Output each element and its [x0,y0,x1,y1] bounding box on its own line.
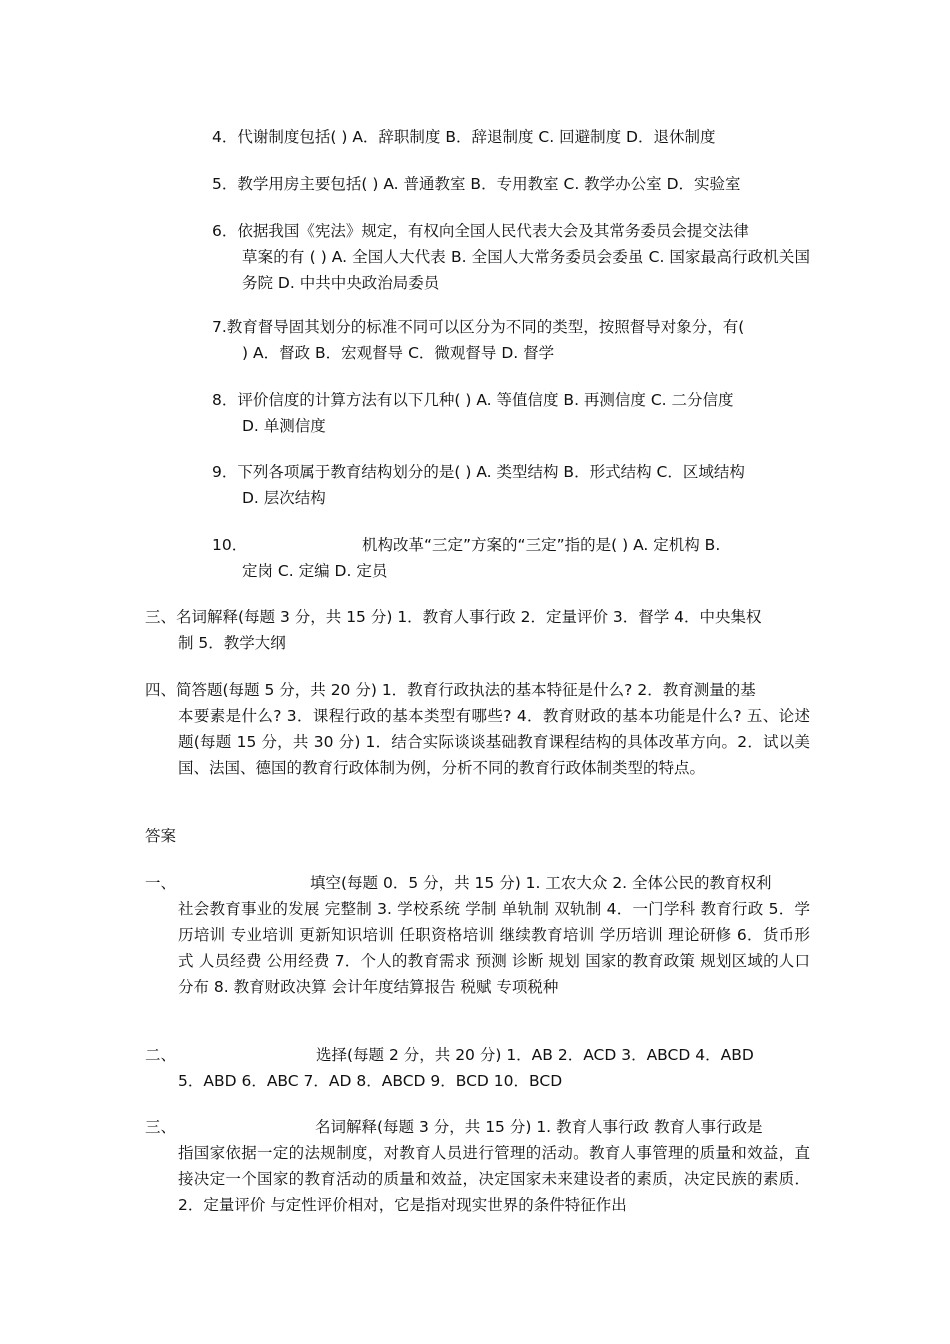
answer-heading: 答案 [145,827,177,845]
section-short-answer [145,677,810,781]
section-terms-continued: 制 5．教学大纲 [178,634,286,652]
question-number: 6． [212,222,238,240]
question-number: 8． [212,391,238,409]
answer-terms-line [145,1114,810,1140]
question-text: 下列各项属于教育结构划分的是( ) A. 类型结构 B．形式结构 C．区域结构 [237,463,745,481]
question-text-continued: 草案的有 ( ) A. 全国人大代表 B. 全国人大常务委员会委虽 C. 国家最高行政机关国务院 D. 中共中央政治局委员 [242,248,810,292]
question-9-line [212,459,810,485]
answer-text: 选择(每题 2 分，共 20 分) 1．AB 2．ACD 3．ABCD 4．ABD [316,1046,754,1064]
answer-text-continued: 社会教育事业的发展 完整制 3. 学校系统 学制 单轨制 双轨制 4．一门学科 教育行政 5．学历培训 专业培训 更新知识培训 任职资格培训 继续教育培训 学历培训 理论研修 6．货币形式 人员经费 公用经费 7．个人的教育需求 预测 诊断 规划 国家的教育政策 规划区域的人口分布 8. 教育财政决算 会计年度结算报告 税赋 专项税种 [178,900,810,996]
question-text-continued: D. 单测信度 [242,417,326,435]
question-6-line [212,218,810,244]
section-label: 三、 [145,1118,177,1136]
question-text: 评价信度的计算方法有以下几种( ) A. 等值信度 B. 再测信度 C. 二分信度 [237,391,734,409]
question-text-continued: 定岗 C. 定编 D. 定员 [242,562,388,580]
section-short-answer-line: 四、简答题(每题 5 分，共 20 分) 1．教育行政执法的基本特征是什么? 2．教育测量的基 [145,681,756,699]
question-5 [212,171,810,197]
section-label: 二、 [145,1046,177,1064]
answer-choice [145,1042,810,1094]
question-8-line [212,387,810,413]
question-text: 机构改革“三定”方案的“三定”指的是( ) A. 定机构 B. [362,536,721,554]
question-text: 教育督导固其划分的标准不同可以区分为不同的类型，按照督导对象分，有( [226,318,745,336]
question-6 [212,218,810,296]
question-text: 教学用房主要包括( ) A. 普通教室 B．专用教室 C. 教学办公室 D．实验室 [237,175,741,193]
question-text: 代谢制度包括( ) A．辞职制度 B．辞退制度 C. 回避制度 D．退休制度 [237,128,716,146]
section-label: 一、 [145,874,177,892]
question-number: 10． [212,536,248,554]
question-4 [212,124,810,150]
answer-fill-blank-line [145,870,810,896]
question-number: 5． [212,175,238,193]
answer-text: 填空(每题 0．5 分，共 15 分) 1. 工农大众 2. 全体公民的教育权利 [310,874,772,892]
question-number: 4． [212,128,238,146]
question-text-continued: D. 层次结构 [242,489,326,507]
answer-text: 名词解释(每题 3 分，共 15 分) 1. 教育人事行政 教育人事行政是 [315,1118,763,1136]
answer-terms [145,1114,810,1218]
answer-choice-line [145,1042,810,1068]
question-4-line [212,124,810,150]
question-10-line [212,532,810,558]
question-8 [212,387,810,439]
answer-text-continued: 指国家依据一定的法规制度，对教育人员进行管理的活动。教育人事管理的质量和效益，直接决定一个国家的教育活动的质量和效益，决定国家未来建设者的素质，决定民族的素质．2．定量评价 与定性评价相对，它是指对现实世界的条件特征作出 [178,1144,810,1214]
answer-fill-blank [145,870,810,1000]
question-7-line [212,314,810,340]
section-terms [145,604,810,656]
question-number: 7. [212,318,227,336]
section-terms-line: 三、名词解释(每题 3 分，共 15 分) 1．教育人事行政 2．定量评价 3．督学 4．中央集权 [145,608,762,626]
section-short-answer-continued: 本要素是什么? 3．课程行政的基本类型有哪些? 4．教育财政的基本功能是什么? 五、论述题(每题 15 分，共 30 分) 1．结合实际谈谈基础教育课程结构的具体改革方向。2．试以美国、法国、德国的教育行政体制为例，分析不同的教育行政体制类型的特点。 [178,707,810,777]
question-text: 依据我国《宪法》规定，有权向全国人民代表大会及其常务委员会提交法律 [237,222,749,240]
question-10 [212,532,810,584]
question-number: 9． [212,463,238,481]
answer-text-continued: 5．ABD 6．ABC 7．AD 8．ABCD 9．BCD 10．BCD [178,1072,563,1090]
question-9 [212,459,810,511]
question-text-continued: ) A．督政 B．宏观督导 C．微观督导 D. 督学 [242,344,555,362]
question-5-line [212,171,810,197]
question-7 [212,314,810,366]
